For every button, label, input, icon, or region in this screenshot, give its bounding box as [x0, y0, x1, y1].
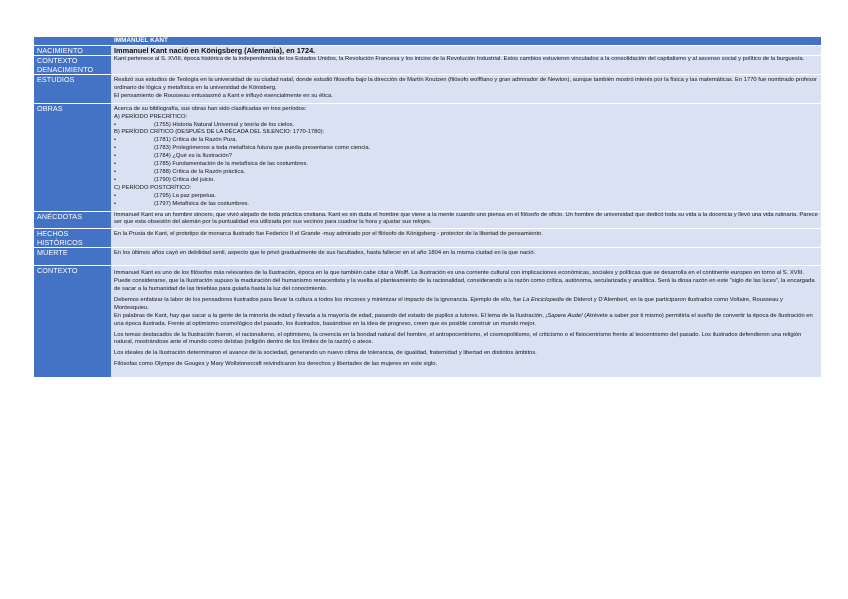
- obras-item-text: (1790) Crítica del juicio.: [154, 176, 215, 183]
- row-obras: [34, 103, 821, 211]
- obras-item: [114, 169, 818, 177]
- obras-period-critico: B) PERÍODO CRÍTICO (DESPUÉS DE LA DÉCADA DEL SILENCIO: 1770-1780):: [114, 129, 325, 136]
- hechos-text: En la Prusia de Kant, el prototipo de monarca ilustrado fue Federico II el Grande -muy admirado por el filósofo de Königsberg - protector de la libertad de pensamiento.: [114, 231, 543, 238]
- obras-intro: Acerca de su bibliografía, sus obras han sido clasificadas en tres períodos:: [114, 105, 307, 112]
- label-anecdotas: ANÉCDOTAS: [34, 211, 111, 229]
- obras-period-precritico: A) PERÍODO PRECRÍTICO:: [114, 113, 188, 120]
- row-anecdotas: [34, 211, 821, 229]
- content-estudios: [111, 75, 821, 104]
- header-title: IMMANUEL KANT: [111, 37, 821, 46]
- content-contexto-nacimiento: [111, 56, 821, 75]
- label-hechos-historicos: [34, 229, 111, 248]
- obras-item: [114, 193, 818, 201]
- label-hechos-line1: HECHOS: [37, 229, 69, 239]
- contexto-nac-text: Kant pertenece al S. XVIII, época histórica de la independencia de los Estados Unidos, la Revolución Francesa y los inicios de la Revolución Industrial. Estos cambios estuvieron vinculados a la consolidación del capitalismo y al ascenso social y político de la burguesía.: [114, 56, 805, 62]
- contexto-p3-b: de Diderot y D’Alembert, en la que participaron ilustrados como Voltaire, Rousseau y Montesquieu.: [114, 296, 783, 311]
- obras-item: [114, 177, 818, 185]
- obras-item-text: (1783) Prolegómenos a toda metafísica futura que pueda presentarse como ciencia.: [154, 145, 371, 152]
- bullet-icon: •: [114, 137, 117, 144]
- bullet-icon: •: [114, 192, 117, 199]
- bullet-icon: •: [114, 145, 117, 152]
- estudios-text-2: El pensamiento de Rousseau entusiasmó a Kant e influyó esencialmente en su ética.: [114, 92, 333, 99]
- obras-item: [114, 161, 818, 169]
- obras-item-text: (1784) ¿Qué es la Ilustración?: [154, 153, 232, 160]
- obras-item: [114, 137, 818, 145]
- obras-period-postcritico: C) PERÍODO POSTCRÍTICO:: [114, 184, 192, 191]
- row-muerte: [34, 248, 821, 266]
- obras-item-text: (1795) La paz perpetua.: [154, 192, 216, 199]
- obras-item-text: (1788) Crítica de la Razón práctica.: [154, 168, 246, 175]
- obras-item: [114, 153, 818, 161]
- obras-item-text: (1755) Historia Natural Universal y teoría de los cielos.: [154, 121, 295, 128]
- muerte-text: En los últimos años cayó en debilidad senil, aspecto que le privó gradualmente de sus facultades, hasta fallecer en el año 1804 en la misma ciudad en la que nació.: [114, 250, 536, 257]
- label-contexto-nacimiento: [34, 56, 111, 75]
- contexto-p3-a: Debemos enfatizar la labor de los pensadores ilustrados para llevar la cultura a todos los rincones y minimizar el impacto de la ignorancia. Ejemplo de ello, fue: [114, 296, 523, 303]
- contexto-p4-em: ¡Sapere Aude!: [545, 312, 583, 319]
- row-nacimiento: [34, 46, 821, 56]
- content-nacimiento: [111, 46, 821, 56]
- bullet-icon: •: [114, 176, 117, 183]
- bullet-icon: •: [114, 200, 117, 207]
- header-label-cell: [34, 37, 111, 46]
- obras-item: [114, 145, 818, 153]
- contexto-p1: Immanuel Kant es uno de los filósofos más relevantes de la Ilustración, época en la que también cabe citar a Wolff. La Ilustración es una corriente cultural con implicaciones económicas, sociales y políticas que se desarrolla en el continente europeo en torno al S. XVIII.: [114, 270, 804, 277]
- contexto-p7: Filósofas como Olympe de Gouges y Mary Wollstonecraft reivindicaron los derechos y libertades de las mujeres en este siglo.: [114, 361, 438, 368]
- row-estudios: [34, 75, 821, 104]
- contexto-p6: Los ideales de la Ilustración determinaron el avance de la sociedad, generando un nuevo clima de tolerancia, de igualdad, fraternidad y libertad en distintos ámbitos.: [114, 350, 537, 357]
- bullet-icon: •: [114, 168, 117, 175]
- content-obras: [111, 103, 821, 211]
- bullet-icon: •: [114, 153, 117, 160]
- label-contexto-line1: CONTEXTO: [37, 56, 78, 65]
- contexto-p3-em: La Enciclopedia: [522, 296, 564, 303]
- estudios-text-1: Realizó sus estudios de Teología en la universidad de su ciudad natal, donde estudió filosofía bajo la dirección de Martín Knutzen (filósofo wolffiano y gran admirador de Newton), aunque también mostró interés por la física y las matemáticas. En 1770 fue nombrado profesor ordinario de lógica y metafísica en la universidad de Könisberg.: [114, 77, 817, 91]
- obras-item-text: (1797) Metafísica de las costumbres.: [154, 200, 250, 207]
- label-muerte: MUERTE: [34, 248, 111, 266]
- contexto-p4-a: En palabras de Kant, hay que sacar a la gente de la minoría de edad y llevarla a la mayoría de edad, pasando del estado de pupilos a tutores. El lema de la Ilustración,: [114, 312, 546, 319]
- contexto-p5: Los temas destacados de la Ilustración fueron, el racionalismo, el optimismo, la creencia en la bondad natural del hombre, el antropocentrismo, el cosmopolitismo, el criticismo o el fisiocentrismo frente al teocentrismo del pasado. Los ilustrados defendieron una religión natural, mostrándose ante el mundo como deístas (religión dentro de los límites de la razón) o ateos.: [114, 331, 802, 346]
- biography-table: [34, 37, 821, 378]
- header-row: [34, 37, 821, 46]
- row-contexto-nacimiento: [34, 56, 821, 75]
- bullet-icon: •: [114, 161, 117, 168]
- label-estudios: ESTUDIOS: [34, 75, 111, 104]
- anecdotas-text: Immanuel Kant era un hombre sincero, que vivió alejado de toda práctica cristiana. Kant es sin duda el hombre que viene a la mente cuando uno piensa en el filósofo de oficio. Un hombre de universidad que dedicó toda su vida a la docencia y llevó una vida rutinaria. Parece ser que esta obsesión del alemán por la puntualidad era utilizada por sus vecinos para cuadrar la hora y ajustar sus relojes.: [114, 211, 818, 226]
- label-hechos-line2: HISTÓRICOS: [37, 238, 83, 248]
- content-hechos-historicos: [111, 229, 821, 248]
- label-obras: OBRAS: [34, 103, 111, 211]
- contexto-p4: [114, 313, 818, 329]
- contexto-p3: [114, 297, 818, 313]
- content-muerte: [111, 248, 821, 266]
- label-contexto: CONTEXTO: [34, 266, 111, 378]
- contexto-p2: Puede considerarse, que la Ilustración supuso la maduración del humanismo renacentista y la vuelta al planteamiento de la racionalidad, considerando a la razón como crítica, autónoma, secularizada y analítica. Será la diosa razón en este “siglo de las luces”, la encargada de sacar a la humanidad de las tinieblas para guiarla hasta la luz del conocimiento.: [114, 278, 815, 293]
- nacimiento-text: Immanuel Kant nació en Königsberg (Alemania), en 1724.: [114, 46, 316, 55]
- obras-item: [114, 201, 818, 209]
- label-nacimiento: NACIMIENTO: [34, 46, 111, 56]
- label-contexto-line2: DENACIMIENTO: [37, 65, 94, 74]
- contexto-p4-b: (Atrévete a saber por ti mismo) permitiría el sueño de convertir la época de Ilustración en una época ilustrada. Frente al optimismo cosmológico del pasado, los ilustrados, basándose en la idea de progreso, creen que es posible construir un mundo mejor.: [114, 312, 813, 327]
- row-contexto: [34, 266, 821, 378]
- row-hechos-historicos: [34, 229, 821, 248]
- obras-item-text: (1781) Crítica de la Razón Pura.: [154, 137, 238, 144]
- content-anecdotas: [111, 211, 821, 229]
- bullet-icon: •: [114, 121, 117, 128]
- content-contexto: [111, 266, 821, 378]
- obras-item-text: (1785) Fundamentación de la metafísica de las costumbres.: [154, 161, 309, 168]
